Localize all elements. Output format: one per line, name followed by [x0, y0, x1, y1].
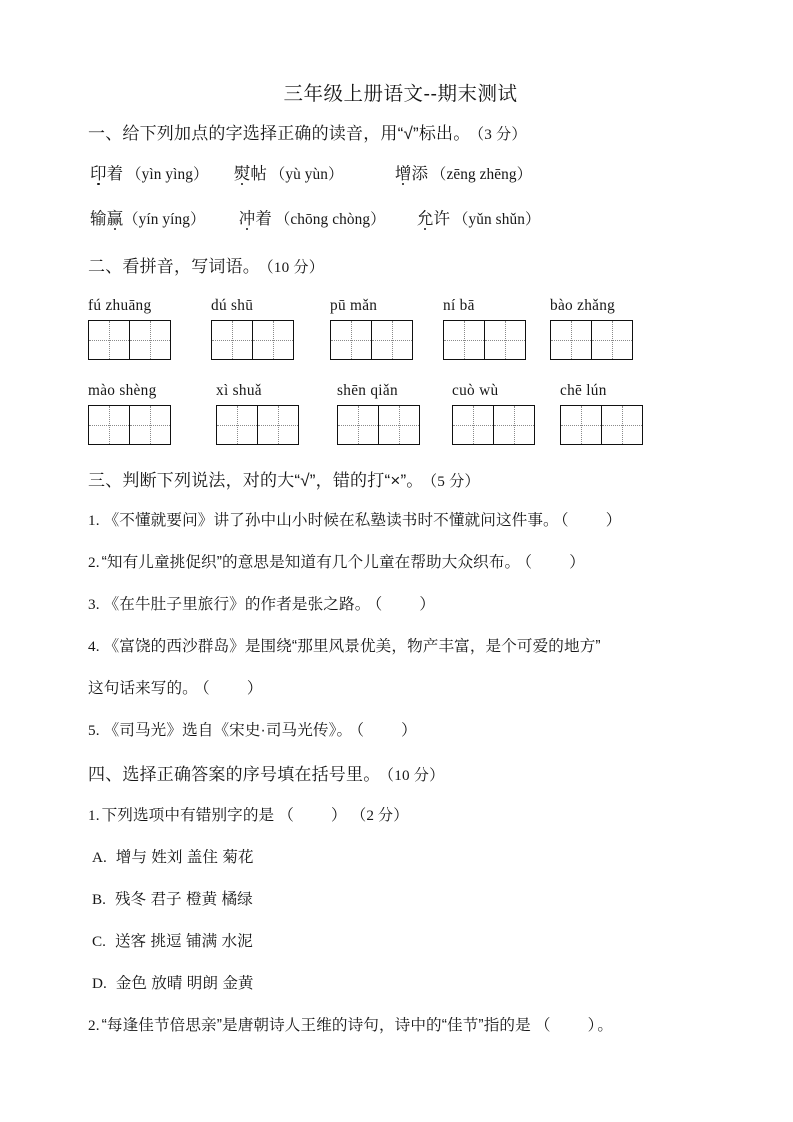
pinyin-label: shēn qiǎn [337, 382, 398, 399]
section-4-heading [88, 760, 445, 785]
item-text: 《在牛肚子里旅行》的作者是张之路。 [103, 596, 371, 613]
word-rest: 许 [433, 210, 451, 228]
pinyin-label: bào zhǎng [550, 297, 616, 314]
answer-blank[interactable]: （ ） [201, 680, 265, 697]
judgement-item-3 [88, 592, 437, 614]
item-text: 《司马光》选自《宋史·司马光传》。 [103, 722, 353, 739]
answer-blank[interactable]: （ ） [278, 807, 349, 824]
tianzige-cell[interactable] [129, 321, 170, 359]
tianzige-cell[interactable] [217, 406, 257, 444]
pinyin-choices[interactable]: （yín yíng） [123, 211, 206, 228]
dotted-char: 增 [395, 160, 412, 184]
option-text: 送客 挑逗 铺满 水泥 [114, 933, 253, 950]
item-text: 《不懂就要问》讲了孙中山小时候在私塾读书时不懂就问这件事。 [103, 512, 559, 529]
phonetic-item[interactable] [90, 210, 210, 228]
section-2-heading-text: 二、看拼音，写词语。 [88, 257, 260, 276]
dotted-char: 冲 [239, 205, 256, 229]
item-number: 1. [88, 807, 100, 824]
pinyin-writing-item [88, 297, 171, 360]
tianzige-cell[interactable] [371, 321, 412, 359]
section-1-row-1 [90, 160, 532, 184]
tianzige-cell[interactable] [493, 406, 534, 444]
choice-question-2 [88, 1013, 613, 1035]
dotted-char: 熨 [234, 160, 251, 184]
tianzige-cell[interactable] [601, 406, 642, 444]
section-1-score: （3 分） [476, 126, 527, 143]
judgement-item-4 [88, 634, 601, 656]
phonetic-item[interactable] [239, 210, 390, 228]
pinyin-writing-item [550, 297, 633, 360]
item-text: 《富饶的西沙群岛》是围绕“那里风景优美，物产丰富，是个可爱的地方” [103, 638, 601, 655]
word-rest: 帖 [250, 165, 267, 183]
tianzige-cell[interactable] [551, 321, 591, 359]
option-label: C. [92, 933, 106, 950]
section-4-score: （10 分） [386, 767, 445, 784]
word-rest: 着 [255, 210, 272, 228]
pinyin-label: fú zhuāng [88, 297, 152, 314]
phonetic-item[interactable] [395, 165, 532, 183]
answer-blank[interactable]: （ ） [560, 512, 624, 529]
tianzige-cell[interactable] [444, 321, 484, 359]
question-points: （2 分） [358, 807, 409, 824]
pinyin-label: dú shū [211, 297, 254, 314]
page-title: 三年级上册语文--期末测试 [283, 83, 518, 105]
section-2-score: （10 分） [266, 259, 325, 276]
dotted-char: 印 [90, 160, 107, 184]
tianzige-cell[interactable] [484, 321, 525, 359]
judgement-item-5 [88, 718, 419, 740]
answer-blank[interactable]: （ ） [534, 1017, 598, 1034]
pinyin-writing-item [452, 382, 535, 445]
choice-question-1 [88, 803, 408, 825]
item-text: “知有儿童挑促织”的意思是知道有几个儿童在帮助大众织布。 [101, 554, 521, 571]
tianzige-cell[interactable] [338, 406, 378, 444]
tianzige-cell[interactable] [257, 406, 298, 444]
pinyin-choices[interactable]: （yù yùn） [269, 166, 344, 183]
phonetic-item[interactable] [234, 165, 348, 183]
item-number: 1. [88, 512, 100, 529]
question-stem: “每逢佳节倍思亲”是唐朝诗人王维的诗句，诗中的“佳节”指的是 [101, 1017, 531, 1034]
pinyin-label: mào shèng [88, 382, 157, 399]
pinyin-label: ní bā [443, 297, 475, 314]
item-number: 2. [88, 554, 100, 571]
dotted-char: 赢 [107, 205, 124, 229]
tianzige-box[interactable] [337, 405, 420, 445]
pinyin-label: xì shuǎ [216, 382, 262, 399]
option-text: 增与 姓刘 盖住 菊花 [115, 849, 254, 866]
word-rest: 添 [411, 165, 429, 183]
pinyin-choices[interactable]: （chōng chòng） [274, 211, 386, 228]
option-label: D. [92, 975, 107, 992]
tianzige-cell[interactable] [89, 321, 129, 359]
section-3-heading [88, 466, 480, 491]
tianzige-cell[interactable] [212, 321, 252, 359]
phonetic-item[interactable] [417, 210, 540, 228]
tianzige-box[interactable] [330, 320, 413, 360]
choice-option-b[interactable] [92, 887, 253, 909]
pinyin-choices[interactable]: （yìn yìng） [126, 166, 209, 183]
tianzige-box[interactable] [443, 320, 526, 360]
tianzige-cell[interactable] [331, 321, 371, 359]
option-label: A. [92, 849, 107, 866]
question-tail: 。 [597, 1017, 614, 1034]
section-3-score: （5 分） [429, 473, 480, 490]
word-rest: 着 [106, 165, 124, 183]
pinyin-label: pū mǎn [330, 297, 378, 314]
choice-option-d[interactable] [92, 971, 254, 993]
item-number: 2. [88, 1017, 100, 1034]
pinyin-writing-item [211, 297, 294, 360]
answer-blank[interactable]: （ ） [524, 554, 587, 571]
tianzige-box[interactable] [216, 405, 299, 445]
pinyin-writing-row-1 [0, 297, 793, 369]
judgement-item-2 [88, 550, 587, 572]
option-text: 金色 放晴 明朗 金黄 [115, 975, 254, 992]
pinyin-choices[interactable]: （zēng zhēng） [431, 166, 533, 183]
judgement-item-1 [88, 508, 623, 530]
pinyin-writing-item [337, 382, 420, 445]
answer-blank[interactable]: （ ） [356, 722, 419, 739]
section-2-heading [88, 252, 324, 277]
tianzige-cell[interactable] [591, 321, 632, 359]
pinyin-writing-item [88, 382, 171, 445]
tianzige-cell[interactable] [561, 406, 601, 444]
pinyin-writing-item [560, 382, 643, 445]
phonetic-item[interactable] [90, 165, 213, 183]
dotted-char: 允 [417, 205, 434, 229]
section-1-heading-text: 一、给下列加点的字选择正确的读音，用“√”标出。 [88, 124, 471, 143]
question-stem: 下列选项中有错别字的是 [101, 807, 275, 824]
section-4-heading-text: 四、选择正确答案的序号填在括号里。 [88, 765, 381, 784]
item-number: 3. [88, 596, 100, 613]
item-number: 5. [88, 722, 100, 739]
pinyin-writing-item [216, 382, 299, 445]
item-text-line2: 这句话来写的。 [88, 680, 198, 697]
section-1-heading [88, 119, 527, 144]
choice-option-a[interactable] [92, 845, 254, 867]
pinyin-writing-row-2 [0, 382, 793, 454]
tianzige-cell[interactable] [89, 406, 129, 444]
tianzige-box[interactable] [452, 405, 535, 445]
option-label: B. [92, 891, 106, 908]
tianzige-box[interactable] [550, 320, 633, 360]
tianzige-cell[interactable] [378, 406, 419, 444]
section-3-heading-text: 三、判断下列说法，对的大“√”，错的打“×”。 [88, 471, 424, 490]
tianzige-box[interactable] [88, 405, 171, 445]
tianzige-box[interactable] [560, 405, 643, 445]
judgement-item-4-cont [88, 676, 264, 698]
tianzige-box[interactable] [88, 320, 171, 360]
tianzige-cell[interactable] [453, 406, 493, 444]
pinyin-label: cuò wù [452, 382, 499, 399]
pinyin-writing-item [330, 297, 413, 360]
item-number: 4. [88, 638, 100, 655]
answer-blank[interactable]: （ ） [374, 596, 437, 613]
section-1-row-2 [90, 205, 540, 229]
word-lead: 输 [90, 210, 107, 228]
choice-option-c[interactable] [92, 929, 253, 951]
tianzige-box[interactable] [211, 320, 294, 360]
pinyin-label: chē lún [560, 382, 607, 399]
pinyin-choices[interactable]: （yǔn shǔn） [453, 211, 541, 228]
pinyin-writing-item [443, 297, 526, 360]
tianzige-cell[interactable] [129, 406, 170, 444]
option-text: 残冬 君子 橙黄 橘绿 [114, 891, 253, 908]
tianzige-cell[interactable] [252, 321, 293, 359]
